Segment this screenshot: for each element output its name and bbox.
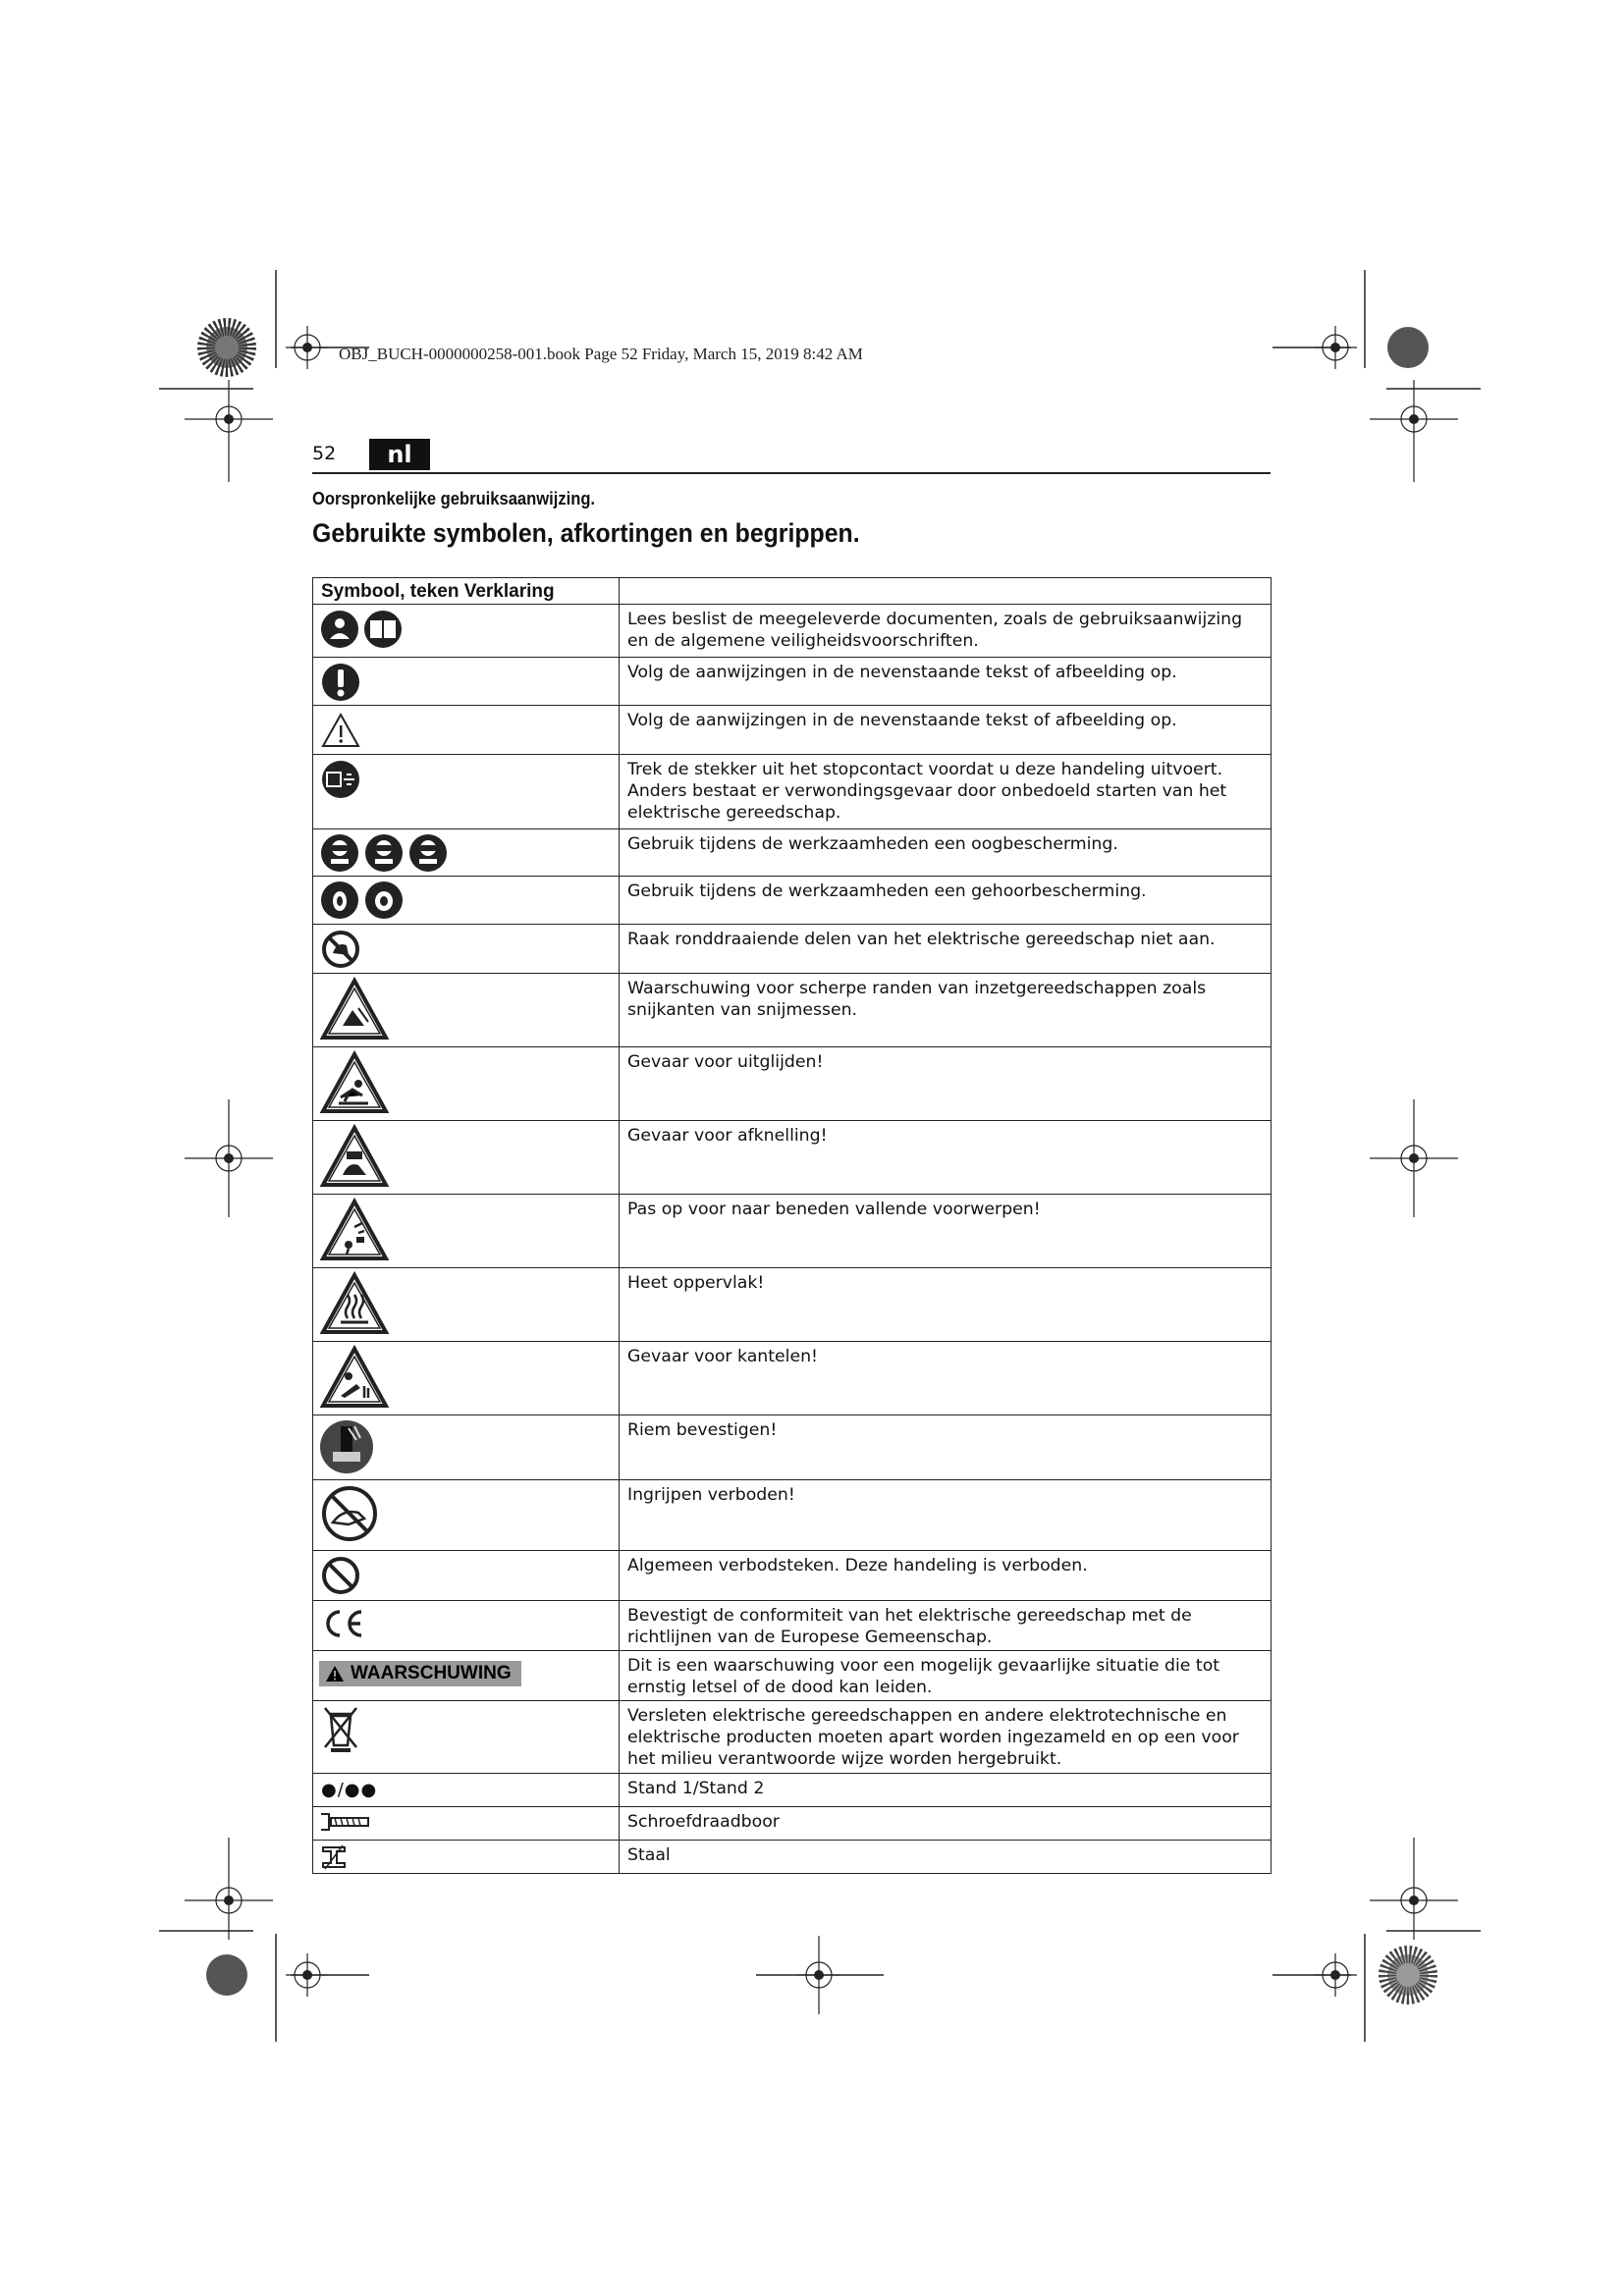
row-text: Algemeen verbodsteken. Deze handeling is verboden.: [627, 1556, 1088, 1575]
table-row: [313, 1807, 1272, 1841]
warning-triangle-icon: [313, 706, 619, 752]
eye-protection-icon: [313, 829, 619, 874]
table-row: [313, 1774, 1272, 1807]
no-reaching-icon: [313, 1480, 619, 1544]
row-text: Staal: [627, 1845, 671, 1865]
table-row: [313, 877, 1272, 925]
row-text: Gevaar voor uitglijden!: [627, 1052, 824, 1072]
warning-label-text: WAARSCHUWING: [351, 1663, 512, 1683]
speed-dots-symbol: ●/●●: [321, 1780, 378, 1800]
row-text: Lees beslist de meegeleverde documenten, zoals de gebruiksaanwijzing en de algemene veiligheidsvoorschriften.: [627, 610, 1243, 651]
table-row: [313, 829, 1272, 877]
row-text: Gevaar voor kantelen!: [627, 1347, 818, 1366]
row-text: Dit is een waarschuwing voor een mogelijk gevaarlijke situatie die tot ernstig letsel of de dood kan leiden.: [627, 1656, 1220, 1697]
row-text: Gebruik tijdens de werkzaamheden een oogbescherming.: [627, 834, 1118, 854]
table-header-empty: [620, 578, 1272, 605]
table-row: [313, 1195, 1272, 1268]
page-header-bar: [312, 439, 1271, 474]
row-text: Ingrijpen verboden!: [627, 1485, 795, 1505]
crush-hazard-icon: [313, 1121, 619, 1189]
row-text: Trek de stekker uit het stopcontact voordat u deze handeling uitvoert. Anders bestaat er verwondingsgevaar door onbedoeld starten van het elektrische gereedschap.: [627, 760, 1227, 823]
table-row: [313, 1480, 1272, 1551]
sharp-edges-warning-icon: [313, 974, 619, 1041]
row-text: Volg de aanwijzingen in de nevenstaande tekst of afbeelding op.: [627, 711, 1177, 730]
ce-mark-icon: [313, 1601, 619, 1643]
table-row: [313, 925, 1272, 974]
weee-bin-icon: [313, 1701, 619, 1753]
row-text: Gebruik tijdens de werkzaamheden een gehoorbescherming.: [627, 881, 1147, 901]
table-row: [313, 605, 1272, 658]
ear-protection-icon: [313, 877, 619, 921]
table-row: [313, 1342, 1272, 1415]
table-row: [313, 1701, 1272, 1774]
symbols-table: [312, 577, 1272, 1874]
page-number: 52: [312, 443, 337, 464]
hot-surface-icon: [313, 1268, 619, 1336]
row-text: Bevestigt de conformiteit van het elektrische gereedschap met de richtlijnen van de Europese Gemeenschap.: [627, 1606, 1192, 1647]
table-row: [313, 1268, 1272, 1342]
warning-label: [319, 1661, 521, 1686]
table-row: [313, 1651, 1272, 1701]
row-text: Waarschuwing voor scherpe randen van inzetgereedschappen zoals snijkanten van snijmessen.: [627, 979, 1207, 1020]
row-text: Stand 1/Stand 2: [627, 1779, 765, 1798]
table-row: [313, 1841, 1272, 1874]
tipping-hazard-icon: [313, 1342, 619, 1410]
table-row: [313, 974, 1272, 1047]
warning-triangle-icon: [325, 1665, 345, 1682]
prohibited-icon: [313, 1551, 619, 1597]
thread-drill-icon: [313, 1807, 619, 1834]
slip-hazard-icon: [313, 1047, 619, 1115]
row-text: Raak ronddraaiende delen van het elektrische gereedschap niet aan.: [627, 930, 1216, 949]
table-row: [313, 755, 1272, 829]
row-text: Volg de aanwijzingen in de nevenstaande tekst of afbeelding op.: [627, 663, 1177, 682]
table-row: [313, 706, 1272, 755]
steel-icon: [313, 1841, 619, 1871]
table-header-label: Symbool, teken Verklaring: [313, 578, 620, 605]
table-row: [313, 1047, 1272, 1121]
table-row: [313, 1121, 1272, 1195]
unplug-icon: [313, 755, 619, 801]
section-title: Gebruikte symbolen, afkortingen en begrippen.: [312, 518, 860, 548]
document-subtitle: Oorspronkelijke gebruiksaanwijzing.: [312, 489, 596, 508]
no-touch-rotating-icon: [313, 925, 619, 971]
language-tag: nl: [369, 439, 430, 470]
row-text: Riem bevestigen!: [627, 1420, 778, 1440]
table-row: [313, 658, 1272, 706]
table-row: [313, 1601, 1272, 1651]
row-text: Gevaar voor afknelling!: [627, 1126, 828, 1146]
falling-objects-icon: [313, 1195, 619, 1262]
table-row: [313, 1551, 1272, 1601]
table-row: [313, 1415, 1272, 1480]
row-text: Schroefdraadboor: [627, 1812, 780, 1832]
row-text: Heet oppervlak!: [627, 1273, 765, 1293]
table-header-row: [313, 578, 1272, 605]
row-text: Pas op voor naar beneden vallende voorwerpen!: [627, 1200, 1041, 1219]
row-text: Versleten elektrische gereedschappen en andere elektrotechnische en elektrische producten moeten apart worden ingezameld en op een voor het milieu verantwoorde wijze worden hergebruikt.: [627, 1706, 1239, 1769]
print-info: OBJ_BUCH-0000000258-001.book Page 52 Friday, March 15, 2019 8:42 AM: [339, 345, 863, 363]
fasten-strap-icon: [313, 1415, 619, 1475]
mandatory-exclamation-icon: [313, 658, 619, 704]
read-manual-icon: [313, 605, 619, 651]
